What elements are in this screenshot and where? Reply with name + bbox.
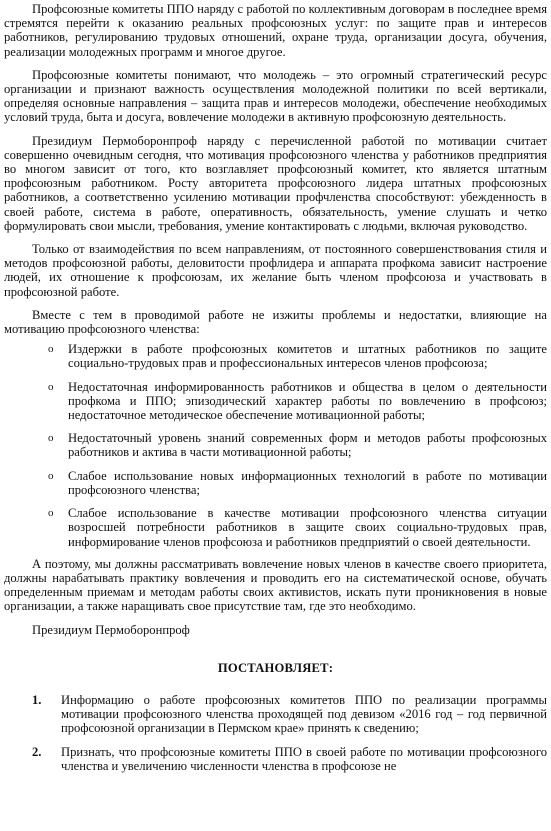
list-item-text: Недостаточная информированность работников и общества в целом о деятельности профкома и ППО; эпизодический характер работы по вовлечению в профсоюз; недостаточное методическое обеспечение мотивационной работы; [68,379,547,423]
bullet-circle-icon: o [48,432,54,445]
decision-text: Признать, что профсоюзные комитеты ППО в своей работе по мотивации профсоюзного членства и увеличению численности членства в профсоюзе не [61,744,547,773]
paragraph-presidium-motivation: Президиум Пермоборонпроф наряду с перечисленной работой по мотивации считает совершенно очевидным сегодня, что мотивация профсоюзного членства у работников предприятия во многом зависит от того, кто возглавляет профсоюзный комитет, кто является штатным профсоюзным работником. Росту авторитета профсоюзного лидера штатных профсоюзных работников, а соответственно усилению мотивации профчленства способствуют: убежденность в своей работе, система в работе, оперативность, обязательность, умение слушать и четко формулировать свои мысли, требования, умение контактировать с людьми, включая руководство. [4,133,547,233]
decision-number: 2. [32,744,42,759]
decision-item [4,693,547,736]
bullet-circle-icon: o [48,343,54,356]
decision-number: 1. [32,692,42,707]
list-item [4,469,547,497]
list-item-text: Издержки в работе профсоюзных комитетов и штатных работников по защите социально-трудовых прав и профессиональных интересов членов профсоюза; [68,342,547,371]
decisions-list [4,693,547,773]
paragraph-professional-services: Профсоюзные комитеты ППО наряду с работой по коллективным договорам в последнее время стремятся перейти к оказанию реальных профсоюзных услуг: по защите прав и интересов работников, регулированию трудовых отношений, охране труда, организации досуга, обучения, реализации молодежных программ и многое другое. [4,2,547,59]
bullet-circle-icon: o [48,507,54,520]
list-item [4,380,547,423]
list-item-text: Слабое использование новых информационных технологий в работе по мотивации профсоюзного членства; [68,468,547,497]
resolution-heading: ПОСТАНОВЛЯЕТ: [217,660,334,675]
paragraph-youth-policy: Профсоюзные комитеты понимают, что молодежь – это огромный стратегический ресурс организации и признают важность осуществления молодежной политики по всей вертикали, определяя основные направления – защита прав и интересов молодежи, обеспечение необходимых условий труда, быта и досуга, вовлечение молодежи в активную профсоюзную деятельность. [4,67,547,125]
bullet-circle-icon: o [48,380,54,393]
list-item-text: Слабое использование в качестве мотивации профсоюзного членства ситуации возросшей потребности работников в защите своих социально-трудовых прав, информирование членов профсоюза и работников предприятий о своей деятельности. [68,506,547,549]
list-item-text: Недостаточный уровень знаний современных форм и методов работы профсоюзных работников и актива в части мотивационной работы; [68,431,547,460]
problems-list [4,342,547,548]
decision-item [4,745,547,773]
paragraph-conclusion: А поэтому, мы должны рассматривать вовлечение новых членов в качестве своего приоритета, должны нарабатывать практику вовлечения и проводить его на систематической основе, обучать определенным приемам и методам работы своих активистов, искать пути проникновения в новые организации, а также наращивать свое присутствие там, где это необходимо. [4,556,547,614]
list-item [4,506,547,549]
decision-text: Информацию о работе профсоюзных комитетов ППО по реализации программы мотивации профсоюзного членства проходящей под девизом «2016 год – год первичной профсоюзной организации в Пермском крае» принять к сведению; [61,692,547,736]
bullet-circle-icon: o [48,469,54,482]
paragraph-problems-intro: Вместе с тем в проводимой работе не изжиты проблемы и недостатки, влияющие на мотивацию профсоюзного членства: [4,307,547,337]
paragraph-interaction: Только от взаимодействия по всем направлениям, от постоянного совершенствования стиля и методов профсоюзной работы, деловитости профлидера и аппарата профкома зависит настроение людей, их отношение к профсоюзам, их желание быть членом профсоюза и участвовать в профсоюзной работе. [4,242,547,299]
list-item [4,342,547,370]
list-item [4,431,547,459]
presidium-label: Президиум Пермоборонпроф [32,622,190,637]
